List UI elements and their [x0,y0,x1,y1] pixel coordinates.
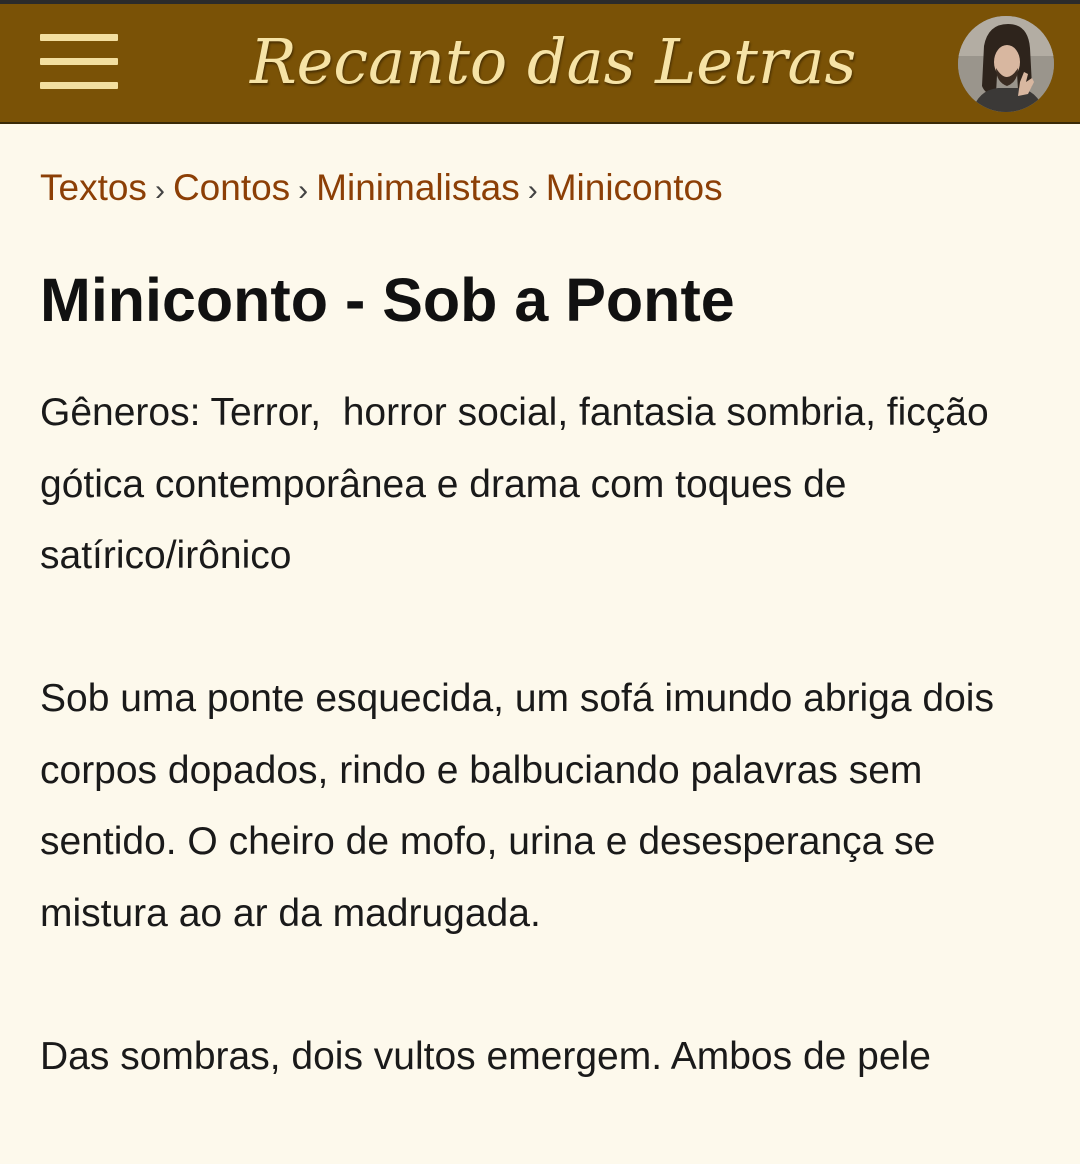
site-logo[interactable]: Recanto das Letras [250,25,857,98]
breadcrumb [40,160,723,219]
article-body [40,377,1050,1164]
breadcrumb-separator: › [298,174,309,207]
menu-bar-bottom [40,82,118,89]
menu-bar-middle [40,58,118,65]
user-avatar[interactable] [958,16,1054,112]
avatar-image [958,16,1054,112]
story-paragraph: Sob uma ponte esquecida, um sofá imundo abriga dois corpos dopados, rindo e balbuciando palavras sem sentido. O cheiro de mofo, urina e desesperança se mistura ao ar da madrugada. [40,677,994,935]
site-header [0,4,1080,124]
breadcrumb-link-textos[interactable]: Textos [40,167,147,208]
breadcrumb-link-minimalistas[interactable]: Minimalistas [316,167,520,208]
page-title: Miniconto - Sob a Ponte [40,266,735,334]
menu-bar-top [40,34,118,41]
story-paragraph: Das sombras, dois vultos emergem. Ambos de pele [40,1034,931,1078]
breadcrumb-separator: › [527,174,538,207]
hamburger-menu-icon[interactable] [40,34,118,90]
breadcrumb-link-contos[interactable]: Contos [172,167,291,208]
genre-paragraph: Gêneros: Terror, horror social, fantasia sombria, ficção gótica contemporânea e drama com toques de satírico/irônico [40,391,1000,577]
breadcrumb-link-minicontos[interactable]: Minicontos [545,167,723,208]
breadcrumb-separator: › [154,174,165,207]
